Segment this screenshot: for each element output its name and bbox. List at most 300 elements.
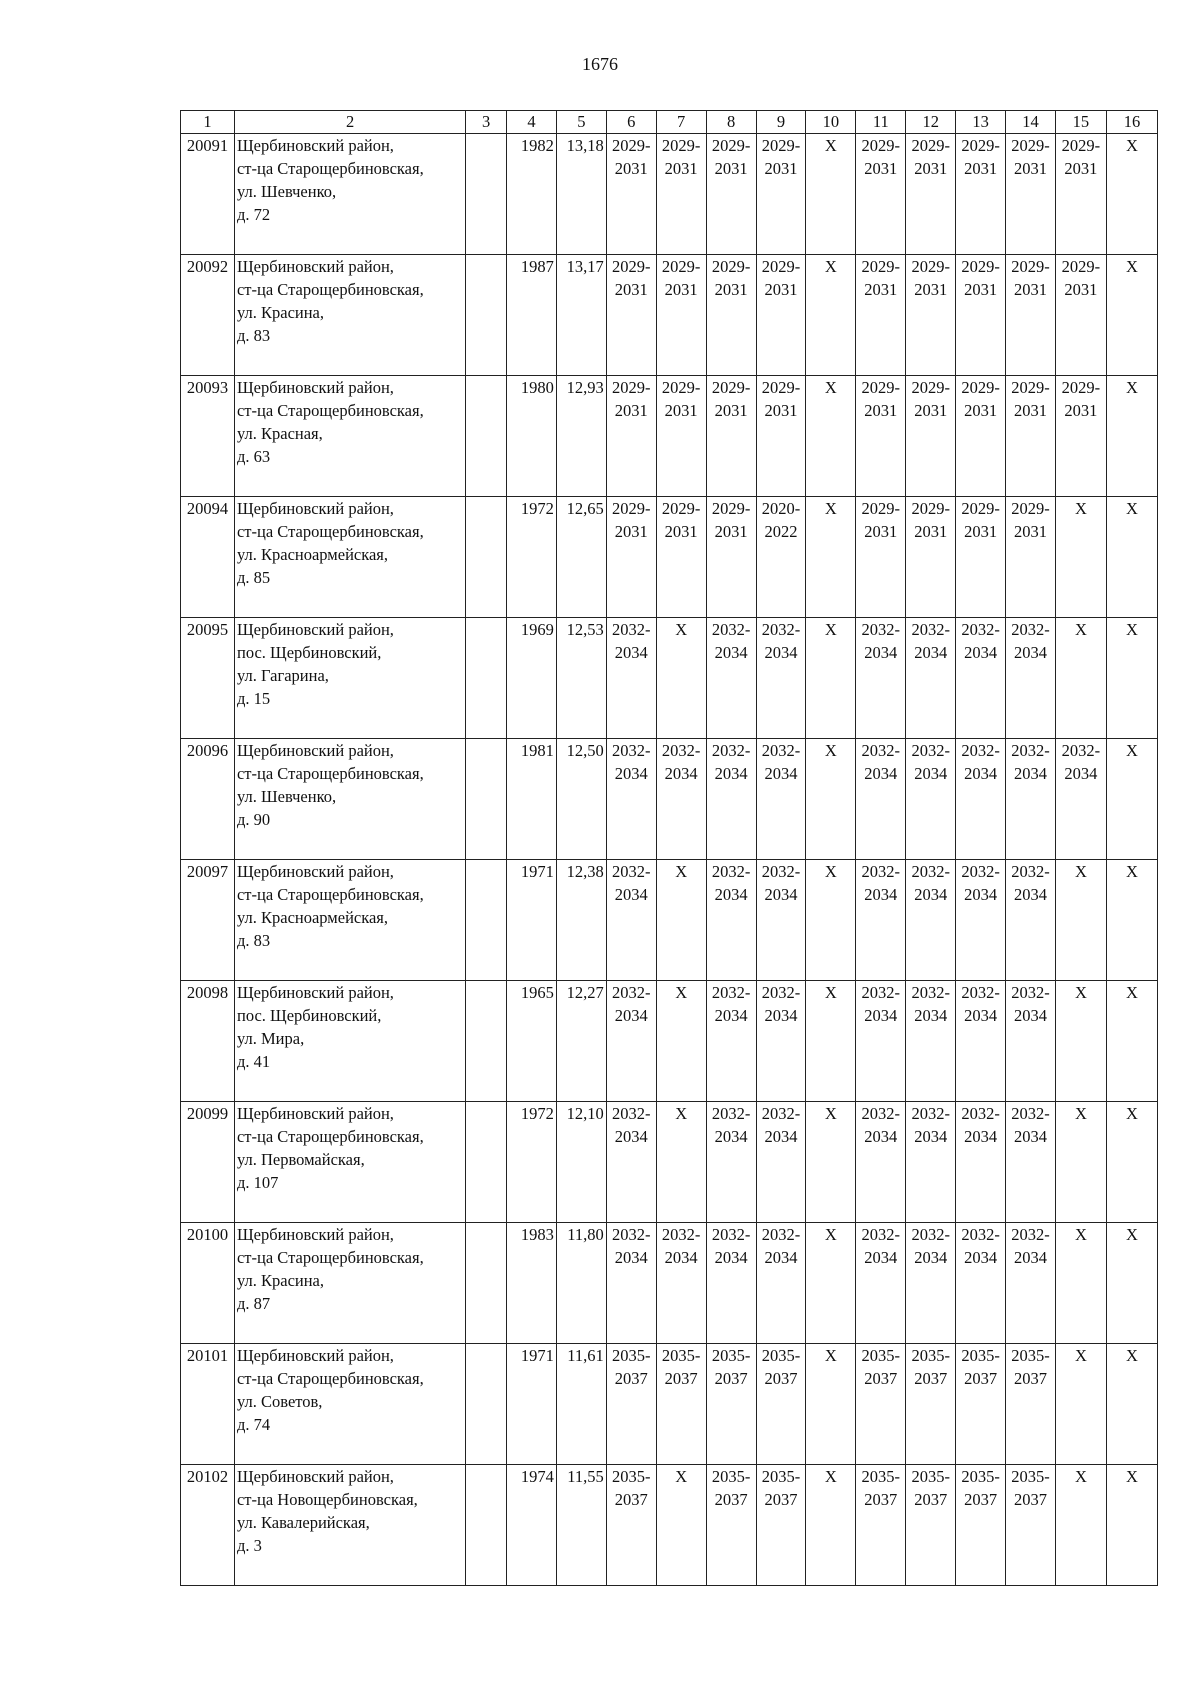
period-line: 2031 bbox=[714, 401, 748, 420]
value-cell: 11,80 bbox=[556, 1223, 606, 1344]
period-cell-c15 bbox=[1055, 255, 1106, 376]
address-cell bbox=[234, 1465, 465, 1586]
address-line: Щербиновский район, bbox=[236, 1346, 394, 1365]
table-body bbox=[181, 134, 1158, 1586]
period-cell-c14 bbox=[1006, 376, 1056, 497]
period-line: 2029- bbox=[911, 499, 950, 518]
period-line: 2032- bbox=[1061, 741, 1101, 760]
mark-cell-c7: X bbox=[656, 618, 706, 739]
period-line: 2034 bbox=[764, 1006, 798, 1025]
period-line: 2031 bbox=[914, 401, 948, 420]
period-line: 2037 bbox=[864, 1369, 898, 1388]
col3-cell bbox=[466, 497, 507, 618]
mark-cell-c10: X bbox=[806, 739, 856, 860]
period-line: 2032- bbox=[961, 741, 1000, 760]
period-line: 2032- bbox=[911, 1104, 950, 1123]
period-cell-c12 bbox=[906, 981, 956, 1102]
period-cell-c13 bbox=[956, 860, 1006, 981]
period-line: 2022 bbox=[764, 522, 798, 541]
mark-cell-c16: X bbox=[1106, 497, 1157, 618]
table-row bbox=[181, 1102, 1158, 1223]
period-line: 2031 bbox=[764, 280, 798, 299]
period-line: 2037 bbox=[714, 1369, 748, 1388]
col3-cell bbox=[466, 134, 507, 255]
period-line: 2029- bbox=[861, 499, 901, 518]
period-cell-c13 bbox=[956, 739, 1006, 860]
address-line: Щербиновский район, bbox=[236, 741, 394, 760]
period-cell-c11 bbox=[856, 1102, 906, 1223]
period-cell-c7 bbox=[656, 1223, 706, 1344]
period-cell-c14 bbox=[1006, 497, 1056, 618]
period-cell-c6 bbox=[606, 618, 656, 739]
period-line: 2032- bbox=[861, 620, 901, 639]
period-line: 2032- bbox=[1011, 1225, 1050, 1244]
period-cell-c11 bbox=[856, 376, 906, 497]
year-cell: 1981 bbox=[506, 739, 556, 860]
period-line: 2031 bbox=[914, 280, 948, 299]
address-line: д. 74 bbox=[236, 1415, 271, 1434]
period-line: 2031 bbox=[764, 159, 798, 178]
period-cell-c8 bbox=[706, 739, 756, 860]
table-row bbox=[181, 497, 1158, 618]
period-line: 2029- bbox=[961, 499, 1000, 518]
address-cell bbox=[234, 1344, 465, 1465]
period-line: 2035- bbox=[1011, 1346, 1050, 1365]
col3-cell bbox=[466, 618, 507, 739]
period-cell-c8 bbox=[706, 1223, 756, 1344]
period-line: 2031 bbox=[664, 401, 698, 420]
mark-cell-c16: X bbox=[1106, 255, 1157, 376]
period-line: 2031 bbox=[764, 401, 798, 420]
table-row bbox=[181, 376, 1158, 497]
year-cell: 1980 bbox=[506, 376, 556, 497]
period-line: 2031 bbox=[714, 159, 748, 178]
year-cell: 1983 bbox=[506, 1223, 556, 1344]
period-cell-c12 bbox=[906, 1344, 956, 1465]
period-cell-c13 bbox=[956, 376, 1006, 497]
period-cell-c15 bbox=[1055, 134, 1106, 255]
period-line: 2034 bbox=[764, 1248, 798, 1267]
address-cell bbox=[234, 1223, 465, 1344]
value-cell: 13,17 bbox=[556, 255, 606, 376]
period-line: 2034 bbox=[914, 1127, 948, 1146]
period-line: 2034 bbox=[864, 1127, 898, 1146]
period-cell-c9 bbox=[756, 1465, 806, 1586]
period-line: 2031 bbox=[714, 280, 748, 299]
period-line: 2029- bbox=[661, 136, 701, 155]
period-line: 2032- bbox=[911, 741, 950, 760]
period-line: 2034 bbox=[864, 885, 898, 904]
period-line: 2034 bbox=[764, 764, 798, 783]
mark-cell-c10: X bbox=[806, 1223, 856, 1344]
period-line: 2031 bbox=[964, 280, 998, 299]
mark-cell-c7: X bbox=[656, 981, 706, 1102]
address-line: Щербиновский район, bbox=[236, 862, 394, 881]
value-cell: 12,27 bbox=[556, 981, 606, 1102]
period-cell-c8 bbox=[706, 255, 756, 376]
period-line: 2029- bbox=[661, 499, 701, 518]
period-line: 2035- bbox=[861, 1346, 901, 1365]
period-line: 2032- bbox=[612, 620, 651, 639]
period-line: 2031 bbox=[664, 159, 698, 178]
period-line: 2031 bbox=[1014, 280, 1047, 299]
address-line: ул. Первомайская, bbox=[236, 1150, 365, 1169]
row-id: 20095 bbox=[181, 618, 235, 739]
period-cell-c6 bbox=[606, 860, 656, 981]
column-header-13: 13 bbox=[956, 111, 1006, 134]
mark-cell-c10: X bbox=[806, 255, 856, 376]
period-line: 2034 bbox=[964, 764, 998, 783]
period-line: 2037 bbox=[964, 1369, 998, 1388]
mark-cell-c16: X bbox=[1106, 376, 1157, 497]
period-line: 2037 bbox=[764, 1490, 798, 1509]
period-cell-c6 bbox=[606, 1465, 656, 1586]
period-line: 2031 bbox=[864, 280, 898, 299]
period-line: 2029- bbox=[911, 378, 950, 397]
period-line: 2031 bbox=[964, 401, 998, 420]
mark-cell-c10: X bbox=[806, 497, 856, 618]
period-line: 2029- bbox=[1011, 257, 1050, 276]
registry-table bbox=[180, 110, 1158, 1586]
address-line: Щербиновский район, bbox=[236, 257, 394, 276]
mark-cell-c16: X bbox=[1106, 134, 1157, 255]
period-line: 2037 bbox=[614, 1369, 648, 1388]
period-line: 2035- bbox=[911, 1467, 950, 1486]
row-id: 20101 bbox=[181, 1344, 235, 1465]
period-line: 2037 bbox=[714, 1490, 748, 1509]
period-line: 2032- bbox=[711, 620, 751, 639]
period-line: 2034 bbox=[764, 643, 798, 662]
period-line: 2031 bbox=[864, 522, 898, 541]
period-line: 2034 bbox=[764, 885, 798, 904]
row-id: 20093 bbox=[181, 376, 235, 497]
address-line: ул. Гагарина, bbox=[236, 666, 329, 685]
period-cell-c13 bbox=[956, 497, 1006, 618]
address-line: д. 41 bbox=[236, 1052, 271, 1071]
period-line: 2034 bbox=[614, 764, 648, 783]
mark-cell-c15: X bbox=[1055, 618, 1106, 739]
period-line: 2032- bbox=[1011, 1104, 1050, 1123]
mark-cell-c15: X bbox=[1055, 981, 1106, 1102]
period-line: 2029- bbox=[761, 378, 801, 397]
address-line: ул. Советов, bbox=[236, 1392, 323, 1411]
table-row bbox=[181, 134, 1158, 255]
period-line: 2031 bbox=[614, 401, 648, 420]
period-cell-c11 bbox=[856, 981, 906, 1102]
column-header-15: 15 bbox=[1055, 111, 1106, 134]
row-id: 20102 bbox=[181, 1465, 235, 1586]
period-cell-c15 bbox=[1055, 376, 1106, 497]
period-line: 2029- bbox=[612, 136, 651, 155]
period-cell-c15 bbox=[1055, 739, 1106, 860]
column-header-6: 6 bbox=[606, 111, 656, 134]
address-line: ст-ца Старощербиновская, bbox=[236, 1369, 424, 1388]
period-cell-c6 bbox=[606, 134, 656, 255]
period-line: 2032- bbox=[711, 983, 751, 1002]
period-line: 2032- bbox=[961, 620, 1000, 639]
col3-cell bbox=[466, 1102, 507, 1223]
address-cell bbox=[234, 134, 465, 255]
period-line: 2031 bbox=[1014, 522, 1047, 541]
period-line: 2029- bbox=[861, 378, 901, 397]
period-line: 2032- bbox=[711, 1104, 751, 1123]
period-cell-c9 bbox=[756, 981, 806, 1102]
address-cell bbox=[234, 255, 465, 376]
address-line: д. 72 bbox=[236, 205, 271, 224]
column-header-3: 3 bbox=[466, 111, 507, 134]
mark-cell-c10: X bbox=[806, 981, 856, 1102]
period-line: 2034 bbox=[614, 643, 648, 662]
period-cell-c9 bbox=[756, 376, 806, 497]
table-row bbox=[181, 981, 1158, 1102]
address-line: ул. Шевченко, bbox=[236, 182, 337, 201]
period-line: 2034 bbox=[1014, 764, 1047, 783]
value-cell: 12,38 bbox=[556, 860, 606, 981]
address-line: ст-ца Старощербиновская, bbox=[236, 159, 424, 178]
period-line: 2034 bbox=[714, 1127, 748, 1146]
address-line: ст-ца Старощербиновская, bbox=[236, 1248, 424, 1267]
period-line: 2032- bbox=[612, 1225, 651, 1244]
period-line: 2029- bbox=[911, 136, 950, 155]
period-line: 2032- bbox=[711, 1225, 751, 1244]
mark-cell-c16: X bbox=[1106, 1102, 1157, 1223]
address-line: ул. Шевченко, bbox=[236, 787, 337, 806]
period-line: 2034 bbox=[1014, 1248, 1047, 1267]
period-line: 2029- bbox=[961, 378, 1000, 397]
column-header-10: 10 bbox=[806, 111, 856, 134]
period-cell-c13 bbox=[956, 1102, 1006, 1223]
period-cell-c8 bbox=[706, 1102, 756, 1223]
period-cell-c14 bbox=[1006, 981, 1056, 1102]
period-line: 2032- bbox=[961, 862, 1000, 881]
period-line: 2037 bbox=[1014, 1369, 1047, 1388]
period-line: 2034 bbox=[1014, 1006, 1047, 1025]
mark-cell-c10: X bbox=[806, 376, 856, 497]
period-line: 2035- bbox=[861, 1467, 901, 1486]
period-line: 2034 bbox=[614, 1248, 648, 1267]
address-line: Щербиновский район, bbox=[236, 499, 394, 518]
period-line: 2029- bbox=[861, 257, 901, 276]
period-line: 2029- bbox=[612, 499, 651, 518]
address-line: д. 3 bbox=[236, 1536, 262, 1555]
period-cell-c13 bbox=[956, 1344, 1006, 1465]
period-line: 2034 bbox=[864, 643, 898, 662]
row-id: 20094 bbox=[181, 497, 235, 618]
address-line: Щербиновский район, bbox=[236, 983, 394, 1002]
period-line: 2032- bbox=[911, 1225, 950, 1244]
period-line: 2034 bbox=[964, 1127, 998, 1146]
address-line: Щербиновский район, bbox=[236, 620, 394, 639]
mark-cell-c16: X bbox=[1106, 1465, 1157, 1586]
address-line: д. 107 bbox=[236, 1173, 279, 1192]
year-cell: 1987 bbox=[506, 255, 556, 376]
address-line: ул. Красноармейская, bbox=[236, 908, 389, 927]
address-cell bbox=[234, 860, 465, 981]
mark-cell-c15: X bbox=[1055, 1465, 1106, 1586]
period-line: 2032- bbox=[961, 983, 1000, 1002]
value-cell: 11,55 bbox=[556, 1465, 606, 1586]
period-cell-c7 bbox=[656, 134, 706, 255]
period-cell-c7 bbox=[656, 1344, 706, 1465]
period-line: 2032- bbox=[711, 741, 751, 760]
address-line: ст-ца Старощербиновская, bbox=[236, 522, 424, 541]
period-line: 2037 bbox=[914, 1369, 948, 1388]
mark-cell-c16: X bbox=[1106, 1344, 1157, 1465]
period-line: 2035- bbox=[711, 1346, 751, 1365]
period-cell-c6 bbox=[606, 376, 656, 497]
period-cell-c6 bbox=[606, 255, 656, 376]
address-line: ул. Красина, bbox=[236, 1271, 325, 1290]
address-line: Щербиновский район, bbox=[236, 136, 394, 155]
mark-cell-c15: X bbox=[1055, 860, 1106, 981]
address-line: ст-ца Старощербиновская, bbox=[236, 764, 424, 783]
period-line: 2029- bbox=[961, 257, 1000, 276]
period-cell-c13 bbox=[956, 981, 1006, 1102]
period-line: 2032- bbox=[911, 983, 950, 1002]
period-line: 2032- bbox=[861, 1104, 901, 1123]
column-header-7: 7 bbox=[656, 111, 706, 134]
year-cell: 1965 bbox=[506, 981, 556, 1102]
year-cell: 1969 bbox=[506, 618, 556, 739]
year-cell: 1974 bbox=[506, 1465, 556, 1586]
row-id: 20098 bbox=[181, 981, 235, 1102]
period-line: 2031 bbox=[664, 522, 698, 541]
period-line: 2031 bbox=[614, 159, 648, 178]
mark-cell-c15: X bbox=[1055, 497, 1106, 618]
period-line: 2034 bbox=[964, 643, 998, 662]
address-line: Щербиновский район, bbox=[236, 1467, 394, 1486]
address-line: Щербиновский район, bbox=[236, 1104, 394, 1123]
period-line: 2032- bbox=[761, 620, 801, 639]
period-line: 2031 bbox=[964, 522, 998, 541]
address-line: д. 83 bbox=[236, 326, 271, 345]
period-line: 2034 bbox=[714, 1006, 748, 1025]
period-cell-c6 bbox=[606, 1223, 656, 1344]
period-cell-c14 bbox=[1006, 134, 1056, 255]
period-line: 2034 bbox=[914, 1248, 948, 1267]
period-cell-c11 bbox=[856, 739, 906, 860]
mark-cell-c10: X bbox=[806, 1102, 856, 1223]
period-line: 2032- bbox=[612, 1104, 651, 1123]
column-header-2: 2 bbox=[234, 111, 465, 134]
col3-cell bbox=[466, 376, 507, 497]
period-cell-c14 bbox=[1006, 739, 1056, 860]
period-cell-c6 bbox=[606, 739, 656, 860]
value-cell: 12,50 bbox=[556, 739, 606, 860]
period-line: 2032- bbox=[1011, 983, 1050, 1002]
period-line: 2029- bbox=[911, 257, 950, 276]
period-line: 2032- bbox=[861, 862, 901, 881]
period-cell-c13 bbox=[956, 1465, 1006, 1586]
year-cell: 1972 bbox=[506, 1102, 556, 1223]
period-line: 2032- bbox=[612, 862, 651, 881]
period-cell-c11 bbox=[856, 618, 906, 739]
period-line: 2031 bbox=[614, 522, 648, 541]
column-header-4: 4 bbox=[506, 111, 556, 134]
period-line: 2034 bbox=[864, 1248, 898, 1267]
address-line: ул. Кавалерийская, bbox=[236, 1513, 370, 1532]
address-line: Щербиновский район, bbox=[236, 1225, 394, 1244]
period-line: 2037 bbox=[914, 1490, 948, 1509]
period-cell-c6 bbox=[606, 981, 656, 1102]
period-line: 2029- bbox=[761, 136, 801, 155]
period-cell-c9 bbox=[756, 739, 806, 860]
period-cell-c12 bbox=[906, 618, 956, 739]
period-line: 2029- bbox=[1011, 499, 1050, 518]
period-cell-c14 bbox=[1006, 618, 1056, 739]
period-line: 2032- bbox=[761, 1104, 801, 1123]
period-line: 2034 bbox=[914, 764, 948, 783]
mark-cell-c7: X bbox=[656, 860, 706, 981]
period-line: 2031 bbox=[714, 522, 748, 541]
value-cell: 12,10 bbox=[556, 1102, 606, 1223]
col3-cell bbox=[466, 981, 507, 1102]
year-cell: 1982 bbox=[506, 134, 556, 255]
period-cell-c14 bbox=[1006, 1344, 1056, 1465]
period-line: 2029- bbox=[1061, 136, 1101, 155]
column-header-1: 1 bbox=[181, 111, 235, 134]
period-line: 2032- bbox=[861, 983, 901, 1002]
page-number: 1676 bbox=[582, 54, 618, 74]
address-cell bbox=[234, 739, 465, 860]
period-cell-c7 bbox=[656, 376, 706, 497]
period-line: 2034 bbox=[614, 1006, 648, 1025]
period-line: 2037 bbox=[764, 1369, 798, 1388]
period-line: 2032- bbox=[911, 862, 950, 881]
period-cell-c13 bbox=[956, 618, 1006, 739]
period-line: 2035- bbox=[612, 1346, 651, 1365]
address-line: д. 63 bbox=[236, 447, 271, 466]
period-line: 2029- bbox=[861, 136, 901, 155]
period-line: 2032- bbox=[861, 741, 901, 760]
address-line: д. 90 bbox=[236, 810, 271, 829]
col3-cell bbox=[466, 1465, 507, 1586]
period-line: 2034 bbox=[964, 885, 998, 904]
period-cell-c8 bbox=[706, 981, 756, 1102]
period-line: 2034 bbox=[614, 885, 648, 904]
period-cell-c8 bbox=[706, 376, 756, 497]
column-header-8: 8 bbox=[706, 111, 756, 134]
period-line: 2029- bbox=[1061, 378, 1101, 397]
period-line: 2035- bbox=[711, 1467, 751, 1486]
period-cell-c8 bbox=[706, 1344, 756, 1465]
address-cell bbox=[234, 981, 465, 1102]
address-cell bbox=[234, 1102, 465, 1223]
period-line: 2032- bbox=[612, 983, 651, 1002]
table-row bbox=[181, 1344, 1158, 1465]
period-cell-c13 bbox=[956, 255, 1006, 376]
period-line: 2037 bbox=[1014, 1490, 1047, 1509]
address-line: ул. Мира, bbox=[236, 1029, 305, 1048]
table-row bbox=[181, 1223, 1158, 1344]
period-line: 2032- bbox=[761, 862, 801, 881]
period-cell-c9 bbox=[756, 618, 806, 739]
period-line: 2031 bbox=[914, 522, 948, 541]
period-line: 2032- bbox=[661, 1225, 701, 1244]
period-line: 2029- bbox=[1011, 136, 1050, 155]
period-cell-c9 bbox=[756, 1223, 806, 1344]
period-cell-c9 bbox=[756, 1102, 806, 1223]
address-line: пос. Щербиновский, bbox=[236, 1006, 382, 1025]
table-row bbox=[181, 739, 1158, 860]
period-cell-c13 bbox=[956, 134, 1006, 255]
period-line: 2032- bbox=[661, 741, 701, 760]
period-cell-c8 bbox=[706, 618, 756, 739]
period-line: 2034 bbox=[714, 1248, 748, 1267]
period-line: 2029- bbox=[711, 136, 751, 155]
col3-cell bbox=[466, 860, 507, 981]
table-row bbox=[181, 860, 1158, 981]
